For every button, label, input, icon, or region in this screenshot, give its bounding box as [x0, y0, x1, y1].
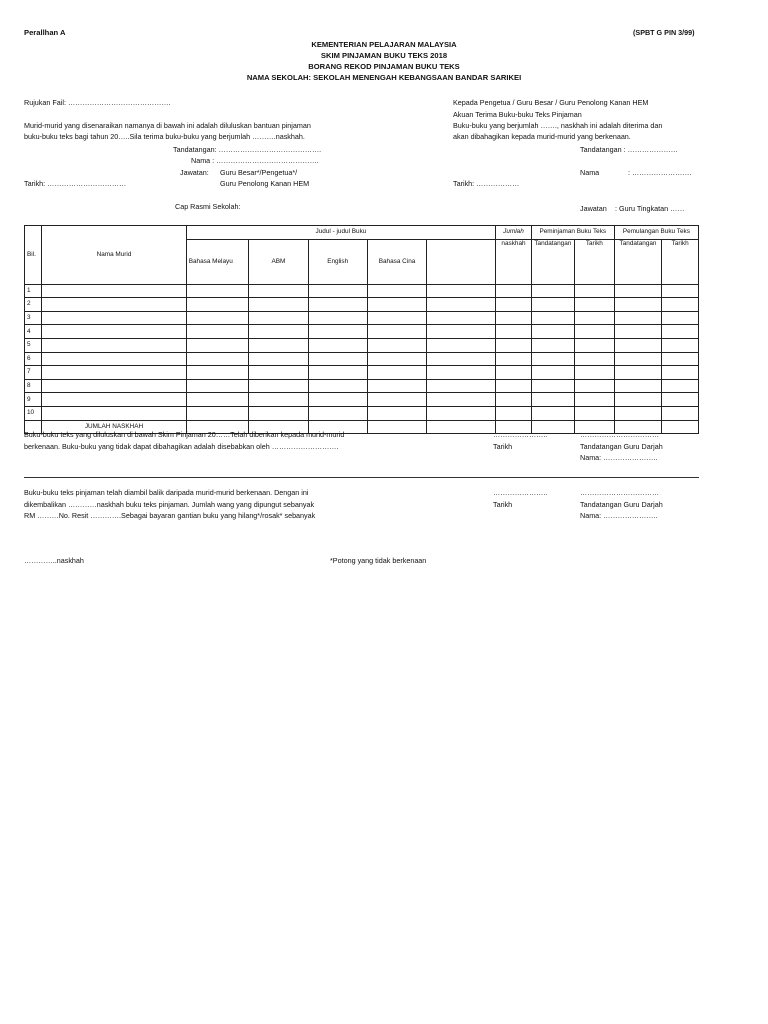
ministry-title: KEMENTERIAN PELAJARAN MALAYSIA — [311, 40, 457, 49]
s2-sign-dots: …………………………… — [580, 430, 660, 439]
table-row — [25, 298, 699, 312]
s2-date-dots: ………………….. — [493, 430, 548, 439]
pemulangan-header: Pemulangan Buku Teks — [614, 226, 698, 240]
row-number: 1 — [25, 284, 42, 298]
table-row — [25, 311, 699, 325]
table-row — [25, 338, 699, 352]
s2-nama: Nama: ………………….. — [580, 453, 658, 462]
subject-english: English — [308, 239, 367, 284]
left-tandatangan: Tandatangan: ……………………………………. — [173, 145, 322, 154]
subject-blank — [427, 239, 496, 284]
left-jawatan-value-1: Guru Besar*/Pengetua*/ — [220, 168, 298, 177]
table-row — [25, 352, 699, 366]
table-row — [25, 393, 699, 407]
distribution-text-2: berkenaan. Buku-buku yang tidak dapat dibahagikan adalah disebabkan oleh ………………………. — [24, 442, 339, 451]
akuan-terima: Akuan Terima Buku-buku Teks Pinjaman — [453, 110, 582, 119]
row-number: 2 — [25, 298, 42, 312]
peminjaman-tarikh-header: Tarikh — [574, 239, 614, 284]
school-name: NAMA SEKOLAH: SEKOLAH MENENGAH KEBANGSAAN BANDAR SARIKEI — [246, 73, 522, 82]
row-number: 9 — [25, 393, 42, 407]
naskhah-count: …………..naskhah — [24, 556, 84, 565]
row-number: 4 — [25, 325, 42, 339]
left-tarikh: Tarikh: …………………………… — [24, 179, 127, 188]
table-row — [25, 325, 699, 339]
subject-bahasa-melayu: Bahasa Melayu — [186, 239, 249, 284]
s3-tarikh: Tarikh — [493, 500, 513, 509]
pemulangan-tandatangan-header: Tandatangan — [614, 239, 661, 284]
table-row — [25, 284, 699, 298]
pemulangan-tarikh-header: Tarikh — [662, 239, 699, 284]
peminjaman-header: Peminjaman Buku Teks — [531, 226, 614, 240]
footnote: *Potong yang tidak berkenaan — [330, 556, 427, 565]
right-jawatan-value: : Guru Tingkatan …… — [615, 204, 685, 213]
left-jawatan-label: Jawatan: — [180, 168, 209, 177]
judul-buku-header: Judul - judul Buku — [186, 226, 495, 240]
nama-murid-header: Nama Murid — [42, 226, 186, 285]
form-code: (SPBT G PIN 3/99) — [633, 28, 695, 37]
return-text-1: Buku-buku teks pinjaman telah diambil balik daripada murid-murid berkenaan. Dengan ini — [24, 488, 309, 497]
section-divider — [24, 477, 699, 478]
receipt-text-2: akan dibahagikan kepada murid-murid yang berkenaan. — [453, 132, 631, 141]
loan-record-table — [24, 225, 699, 434]
subject-abm: ABM — [249, 239, 308, 284]
approval-text-2: buku-buku teks bagi tahun 20…..Sila terima buku-buku yang berjumlah ……….naskhah. — [24, 132, 305, 141]
s3-sign-dots: …………………………… — [580, 488, 660, 497]
naskhah-header: naskhah — [496, 239, 532, 284]
table-row — [25, 379, 699, 393]
kepada: Kepada Pengetua / Guru Besar / Guru Penolong Kanan HEM — [453, 98, 649, 107]
right-jawatan-label: Jawatan — [580, 204, 607, 213]
s2-tarikh: Tarikh — [493, 442, 513, 451]
rujukan-fail: Rujukan Fail: ……………………………………. — [24, 98, 171, 107]
cap-rasmi: Cap Rasmi Sekolah: — [175, 202, 241, 211]
right-nama-label: Nama — [580, 168, 600, 177]
bil-header: Bil. — [25, 226, 42, 285]
right-tandatangan: Tandatangan : ………………… — [580, 145, 678, 154]
return-text-3: RM ………No. Resit ………….Sebagai bayaran gantian buku yang hilang*/rosak* sebanyak — [24, 511, 316, 520]
row-number: 8 — [25, 379, 42, 393]
row-number: 7 — [25, 366, 42, 380]
return-text-2: dikembalikan …………naskhah buku teks pinjaman. Jumlah wang yang dipungut sebanyak — [24, 500, 315, 509]
jumlah-naskhah-label: JUMLAH NASKHAH — [42, 420, 186, 434]
approval-text-1: Murid-murid yang disenaraikan namanya di bawah ini adalah diluluskan bantuan pinjaman — [24, 121, 311, 130]
receipt-text-1: Buku-buku yang berjumlah ……., naskhah ini adalah diterima dan — [453, 121, 663, 130]
appendix-label: Perallhan A — [24, 28, 66, 37]
s3-nama: Nama: ………………….. — [580, 511, 658, 520]
table-row — [25, 406, 699, 420]
subject-bahasa-cina: Bahasa Cina — [367, 239, 426, 284]
right-nama-value: : ……………………. — [628, 168, 692, 177]
table-row — [25, 366, 699, 380]
form-title: BORANG REKOD PINJAMAN BUKU TEKS — [308, 62, 460, 71]
left-jawatan-value-2: Guru Penolong Kanan HEM — [220, 179, 310, 188]
left-nama: Nama : ……………………………………. — [191, 156, 319, 165]
peminjaman-tandatangan-header: Tandatangan — [531, 239, 574, 284]
row-number: 10 — [25, 406, 42, 420]
distribution-text-1: Buku-buku teks yang diluluskan di bawah Skim Pinjaman 20……Telah diberikan kepada murid-murid — [24, 430, 345, 439]
row-number: 5 — [25, 338, 42, 352]
jumlah-header: Jumlah — [496, 226, 532, 240]
s2-tandatangan-guru: Tandatangan Guru Darjah — [580, 442, 663, 451]
row-number: 6 — [25, 352, 42, 366]
row-number: 3 — [25, 311, 42, 325]
right-tarikh: Tarikh: ……………… — [453, 179, 520, 188]
s3-date-dots: ………………….. — [493, 488, 548, 497]
scheme-title: SKIM PINJAMAN BUKU TEKS 2018 — [320, 51, 448, 60]
s3-tandatangan-guru: Tandatangan Guru Darjah — [580, 500, 663, 509]
